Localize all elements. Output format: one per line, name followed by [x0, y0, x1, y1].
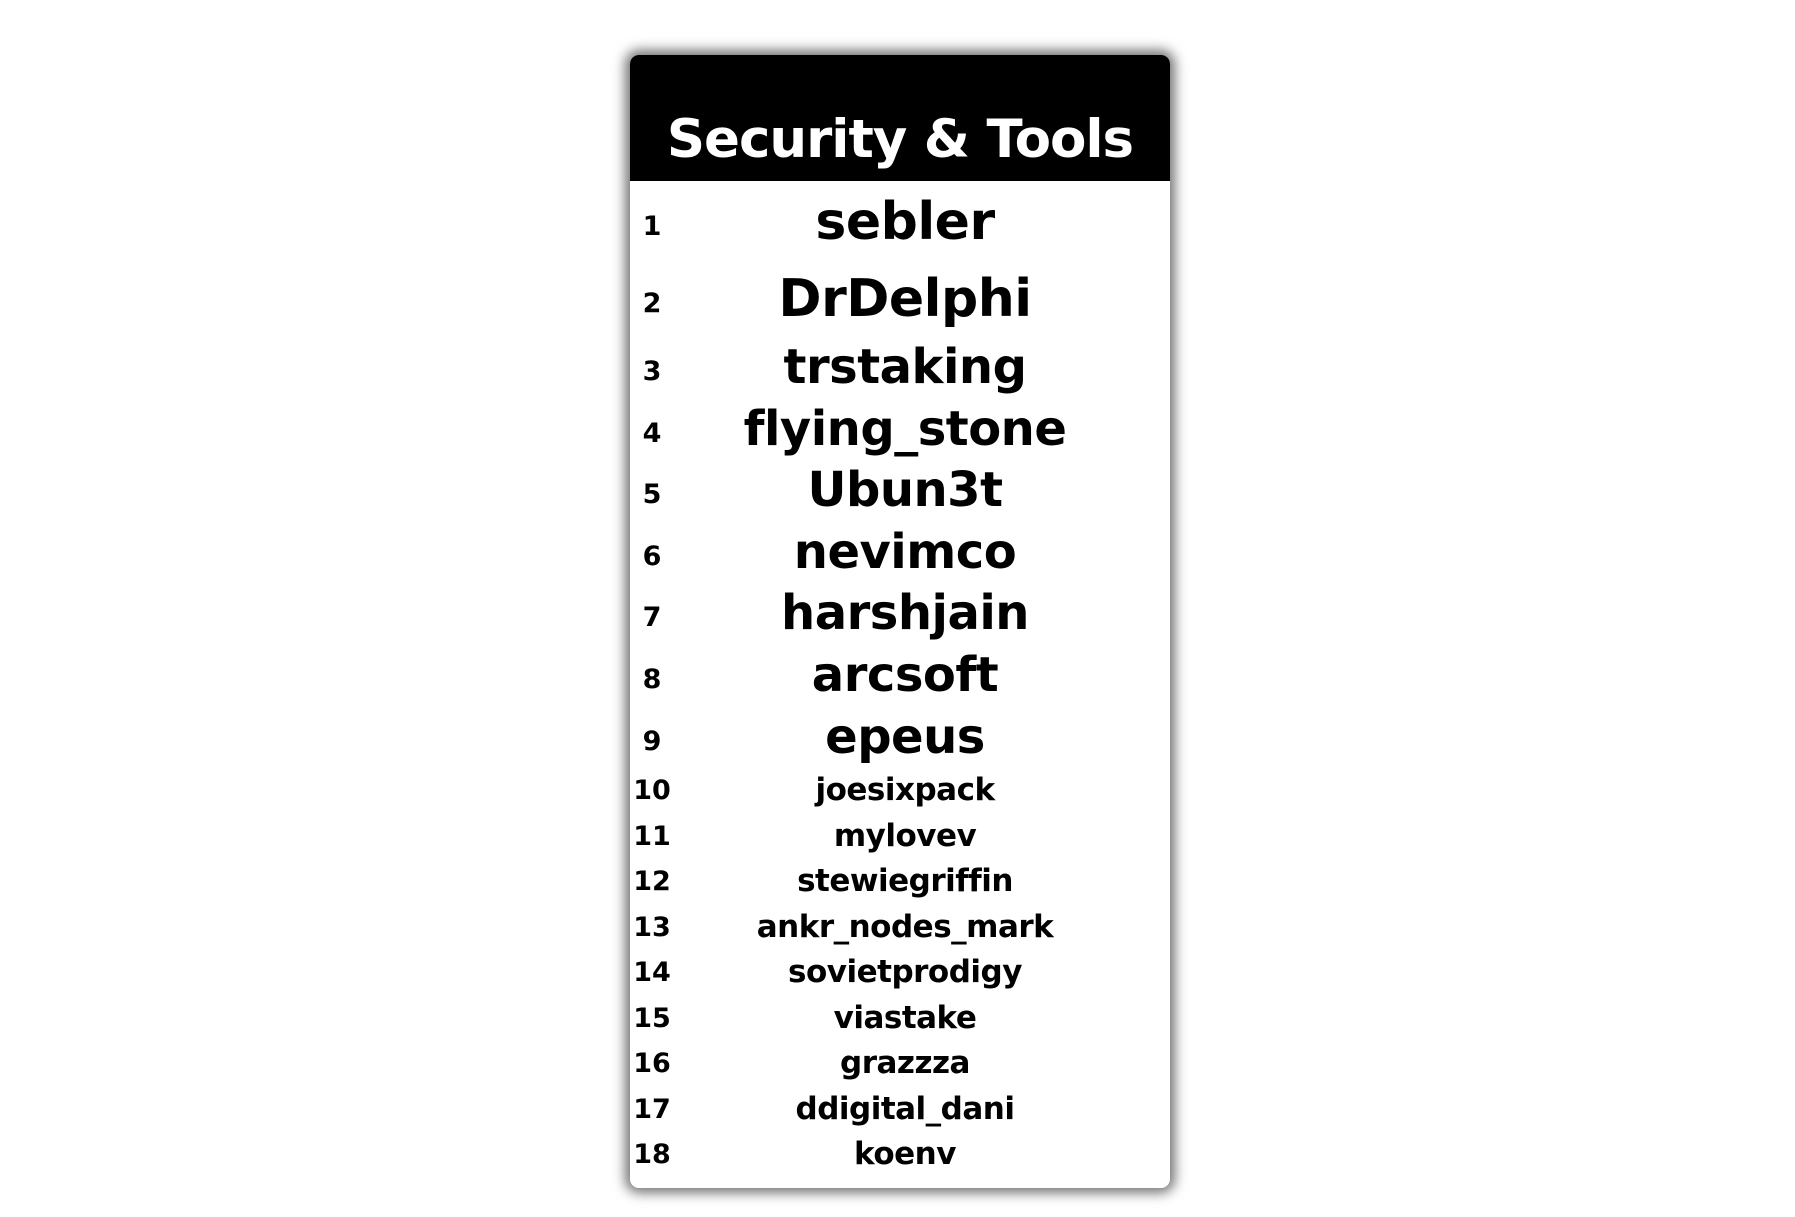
leaderboard-row-13 [630, 905, 1170, 951]
leaderboard-row-16 [630, 1041, 1170, 1087]
username: ankr_nodes_mark [756, 909, 1054, 945]
username: ddigital_dani [795, 1091, 1015, 1127]
username: harshjain [781, 585, 1029, 641]
leaderboard-row-15 [630, 996, 1170, 1042]
username: nevimco [793, 524, 1017, 580]
rank-number: 6 [642, 541, 662, 572]
username: grazzza [840, 1045, 970, 1081]
username: sovietprodigy [788, 954, 1022, 990]
leaderboard-row-10 [630, 768, 1170, 814]
username: trstaking [783, 339, 1027, 395]
username: sebler [815, 192, 995, 252]
rank-number: 11 [633, 821, 671, 852]
leaderboard-header [630, 55, 1170, 181]
leaderboard-title: Security & Tools [666, 109, 1134, 170]
leaderboard-row-4 [630, 398, 1170, 460]
rank-number: 3 [642, 356, 662, 387]
leaderboard-row-1 [630, 191, 1170, 253]
rank-number: 8 [642, 664, 662, 695]
username: viastake [833, 1000, 977, 1036]
rank-number: 12 [633, 866, 671, 897]
username: Ubun3t [807, 462, 1003, 518]
username: stewiegriffin [797, 863, 1013, 899]
rank-number: 15 [633, 1003, 671, 1034]
username: arcsoft [811, 647, 999, 703]
username: flying_stone [743, 401, 1067, 457]
leaderboard-row-6 [630, 521, 1170, 583]
username: mylovev [833, 818, 977, 854]
rank-number: 4 [642, 418, 662, 449]
leaderboard-row-8 [630, 644, 1170, 706]
rank-number: 10 [633, 775, 671, 806]
leaderboard-row-2 [630, 268, 1170, 330]
rank-number: 2 [642, 288, 662, 319]
username: DrDelphi [778, 269, 1032, 329]
leaderboard-row-7 [630, 582, 1170, 644]
leaderboard-row-9 [630, 706, 1170, 768]
leaderboard-row-14 [630, 950, 1170, 996]
username: joesixpack [815, 772, 995, 808]
leaderboard-row-18 [630, 1132, 1170, 1178]
leaderboard-row-3 [630, 336, 1170, 398]
username: koenv [854, 1136, 956, 1172]
rank-number: 9 [642, 726, 662, 757]
rank-number: 5 [642, 479, 662, 510]
leaderboard-row-11 [630, 814, 1170, 860]
leaderboard-row-17 [630, 1087, 1170, 1133]
leaderboard-card [630, 55, 1170, 1188]
rank-number: 16 [633, 1048, 671, 1079]
username: epeus [825, 709, 985, 765]
leaderboard-row-12 [630, 859, 1170, 905]
rank-number: 7 [642, 602, 662, 633]
leaderboard-row-5 [630, 459, 1170, 521]
rank-number: 18 [633, 1139, 671, 1170]
rank-number: 1 [642, 211, 662, 242]
rank-number: 13 [633, 912, 671, 943]
rank-number: 17 [633, 1094, 671, 1125]
rank-number: 14 [633, 957, 671, 988]
